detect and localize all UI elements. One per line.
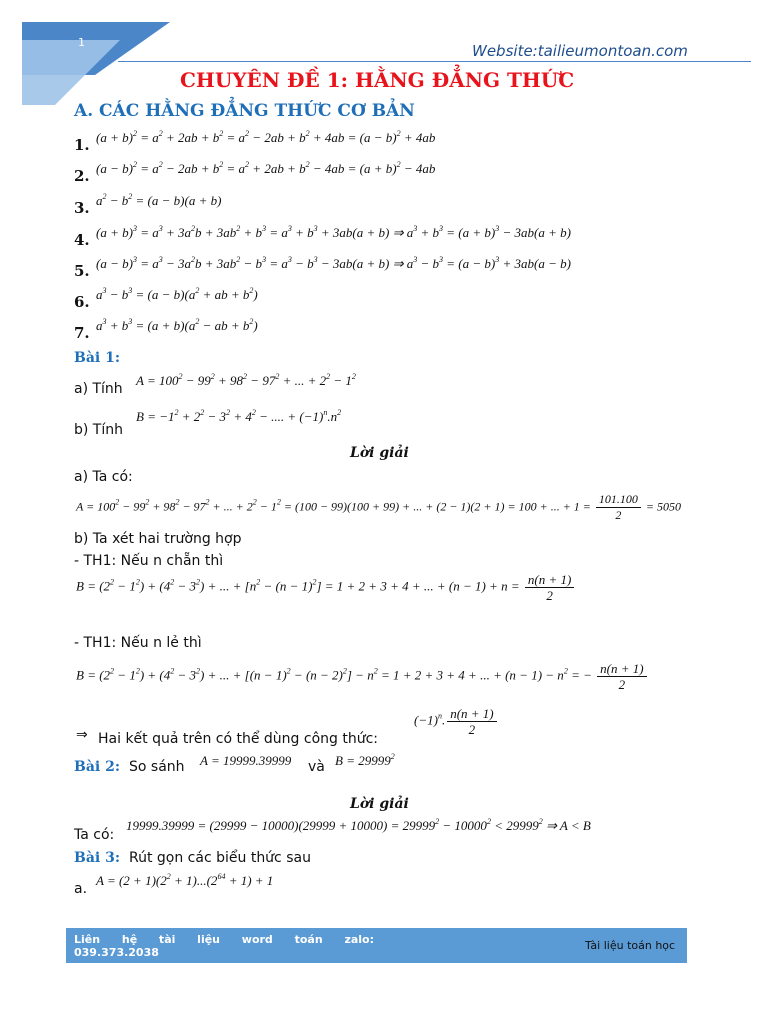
- section-heading: A. CÁC HẰNG ĐẲNG THỨC CƠ BẢN: [74, 101, 415, 121]
- exercise-text: Rút gọn các biểu thức sau: [129, 850, 311, 866]
- website-link[interactable]: Website:tailieumontoan.com: [472, 42, 688, 60]
- exercise-part-label: a.: [74, 881, 88, 897]
- solution-text: - TH1: Nếu n lẻ thì: [74, 635, 202, 651]
- identity-number: 6.: [74, 293, 90, 311]
- page-number: 1: [78, 36, 85, 49]
- exercise-formula: $B = -1^2 + 2^2 - 3^2 + 4^2$ − .... + $(-1)^n.n^2$: [136, 408, 342, 424]
- exercise-text: So sánh: [129, 759, 185, 775]
- solution-heading: Lời giải: [350, 445, 409, 461]
- identity-number: 1.: [74, 136, 90, 154]
- identity-number: 3.: [74, 199, 90, 217]
- identity-formula: $(a - b)^3 = a^3 - 3a^2b + 3ab^2 - b^3 = a^3 - b^3 - 3ab(a + b)$ ⇒ $a^3 - b^3 = (a - b)^3 + 3ab(a - b)$: [96, 255, 571, 271]
- exercise-label: Bài 2:: [74, 759, 121, 775]
- solution-text: Ta có:: [74, 827, 115, 843]
- solution-formula: $19999.39999 = (29999 - 10000)(29999 + 10000) = 29999^2 - 10000^2 < 29999^2$ ⇒ A < B: [126, 817, 591, 833]
- exercise-formula: A = 19999.39999: [200, 753, 292, 768]
- exercise-formula: $A = (2 + 1)(2^2 + 1)...(2^{64} + 1) + 1$: [96, 872, 274, 888]
- header-corner-decoration: [0, 0, 180, 110]
- solution-formula: $B = (2^2 - 1^2) + (4^2 - 3^2)$ + ... + $[(n - 1)^2 - (n - 2)^2] - n^2 = 1 + 2 + 3 + 4$ + ... + $(n - 1) - n^2$ = − $\frac{n(n + 1)}{2}$: [76, 661, 649, 692]
- solution-heading: Lời giải: [350, 796, 409, 812]
- exercise-label: Bài 3:: [74, 850, 121, 866]
- footer-right-text: Tài liệu toán học: [585, 939, 676, 952]
- exercise-part-label: b) Tính: [74, 422, 123, 438]
- identity-formula: $(a + b)^2 = a^2 + 2ab + b^2 = a^2 - 2ab + b^2 + 4ab = (a - b)^2 + 4ab$: [96, 129, 436, 145]
- identity-number: 2.: [74, 167, 90, 185]
- exercise-part-label: a) Tính: [74, 381, 123, 397]
- exercise-formula: $A = 100^2 - 99^2 + 98^2 - 97^2$ + ... + $2^2 - 1^2$: [136, 372, 356, 388]
- identity-formula: $(a + b)^3 = a^3 + 3a^2b + 3ab^2 + b^3 = a^3 + b^3 + 3ab(a + b)$ ⇒ $a^3 + b^3 = (a + b)^3 - 3ab(a + b)$: [96, 224, 571, 240]
- exercise-formula: $B = 29999^2$: [335, 752, 395, 768]
- identity-number: 5.: [74, 262, 90, 280]
- identity-number: 4.: [74, 231, 90, 249]
- exercise-label: Bài 1:: [74, 350, 121, 366]
- identity-number: 7.: [74, 324, 90, 342]
- solution-formula: $B = (2^2 - 1^2) + (4^2 - 3^2)$ + ... + $[n^2 - (n - 1)^2] = 1 + 2 + 3 + 4$ + ... + (n − 1) + n = $\frac{n(n + 1)}{2}$: [76, 572, 576, 603]
- implies-icon: ⇒: [76, 727, 88, 743]
- identity-formula: $a^2 - b^2 = (a - b)(a + b)$: [96, 192, 222, 208]
- solution-text: a) Ta có:: [74, 469, 133, 485]
- identity-formula: $a^3 - b^3 = (a - b)(a^2$ + ab + $b^2$): [96, 286, 258, 302]
- header-rule: [118, 61, 751, 62]
- page-title: CHUYÊN ĐỀ 1: HẰNG ĐẲNG THỨC: [180, 68, 575, 92]
- footer-contact: Liên hệ tài liệu word toán zalo: 039.373.2038: [74, 933, 374, 959]
- solution-formula: $A = 100^2 - 99^2 + 98^2 - 97^2$ + ... + $2^2 - 1^2 = (100 - 99)(100 + 99)$ + ... + (2 − 1)(2 + 1) = 100 + ... + 1 = $\frac{101.100}{2}$ = 5050: [76, 492, 682, 522]
- identity-formula: $(a - b)^2 = a^2 - 2ab + b^2 = a^2 + 2ab + b^2 - 4ab = (a + b)^2 - 4ab$: [96, 160, 436, 176]
- identity-formula: $a^3 + b^3 = (a + b)(a^2$ − ab + $b^2$): [96, 317, 258, 333]
- solution-text: - TH1: Nếu n chẵn thì: [74, 553, 224, 569]
- solution-text: Hai kết quả trên có thể dùng công thức:: [98, 731, 378, 747]
- solution-formula: $(-1)^n$. $\frac{n(n + 1)}{2}$: [414, 706, 499, 737]
- solution-text: b) Ta xét hai trường hợp: [74, 531, 242, 547]
- exercise-text: và: [308, 759, 325, 775]
